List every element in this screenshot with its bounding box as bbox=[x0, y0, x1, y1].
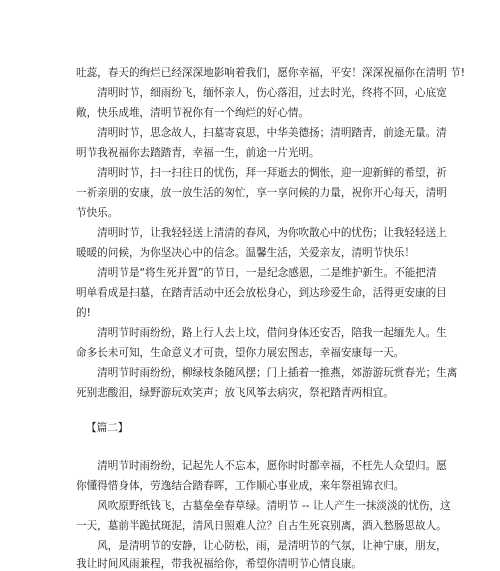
text-line: 节快乐。 bbox=[76, 207, 119, 219]
text-line: 我让时间风雨兼程，带我祝福给你，希望你清明节心情良康。 bbox=[76, 558, 363, 570]
section-heading: 【篇二】 bbox=[86, 422, 129, 434]
text-line: 一祈亲朋的安康，放一放生活的匆忙，享一享问候的力量，祝你开心每天，清明 bbox=[76, 187, 447, 199]
text-line: 你懂得惜身体，劳逸结合踏春晖，工作顺心事业成，来年祭祖锦衣归。 bbox=[76, 480, 405, 492]
text-line: 清明节时雨纷纷，路上行人去上坟，借问身体还安否，陪我一起缅先人。生 bbox=[76, 327, 447, 339]
text-line: 明节我祝福你去踏踏青，幸福一生，前途一片光明。 bbox=[76, 147, 320, 159]
text-line: 清明节时雨纷纷，柳绿枝条随风摆；门上插着一推燕，郊游游玩赏春光；生离 bbox=[76, 367, 458, 379]
text-line: 命多长未可知，生命意义才可贵，望你力展宏图志，幸福安康每一天。 bbox=[76, 347, 405, 359]
text-line: 敞，快乐成堆，清明节祝你有一个绚烂的好心情。 bbox=[76, 107, 310, 119]
text-line: 的! bbox=[76, 307, 91, 319]
text-line: 清明节是“将生死并置”的节日，一是纪念感恩，二是维护新生。不能把清 bbox=[76, 267, 437, 279]
text-line: 一天，墓前半跪拭斑泥，清风日照难人泣？自古生死哀别离，酒入愁肠思故人。 bbox=[76, 520, 447, 532]
text-line: 清明时节，扫一扫往日的忧伤，拜一拜逝去的惆怅，迎一迎新鲜的希望，祈 bbox=[76, 167, 447, 179]
text-line: 吐蕊，春天的绚烂已经深深地影响着我们，愿你幸福，平安！深深祝福你在清明 节! bbox=[76, 67, 465, 79]
text-line: 风，是清明节的安静，让心防松，雨，是清明节的气氛，让神宁康，朋友， bbox=[76, 540, 447, 552]
text-line: 死别悲酸泪，绿野游玩欢笑声；放飞风筝去病灾，祭祀踏青两相宜。 bbox=[76, 387, 394, 399]
text-line: 清明时节，思念故人，扫墓寄哀思，中华美德扬；清明踏青，前途无量。清 bbox=[76, 127, 447, 139]
text-line: 清明节时雨纷纷，记起先人不忘本，愿你时时都幸福，不枉先人众望归。愿 bbox=[76, 460, 447, 472]
text-line: 暖暖的问候，为你坚决心中的信念。温馨生活，关爱亲友，清明节快乐！ bbox=[76, 247, 415, 259]
text-line: 清明时节，细雨纷飞，缅怀亲人，伤心落泪，过去时光，终将不回，心底宽 bbox=[76, 87, 447, 99]
text-line: 清明时节，让我轻轻送上清清的春风，为你吹散心中的忧伤；让我轻轻送上 bbox=[76, 227, 447, 239]
text-line: 明单看成是扫墓，在踏青活动中还会放松身心，到达珍爱生命，活得更安康的目 bbox=[76, 287, 447, 299]
text-line: 风吹原野纸钱飞，古墓垒垒春草绿。清明节 -- 让人产生一抹淡淡的忧伤，这 bbox=[76, 500, 451, 512]
